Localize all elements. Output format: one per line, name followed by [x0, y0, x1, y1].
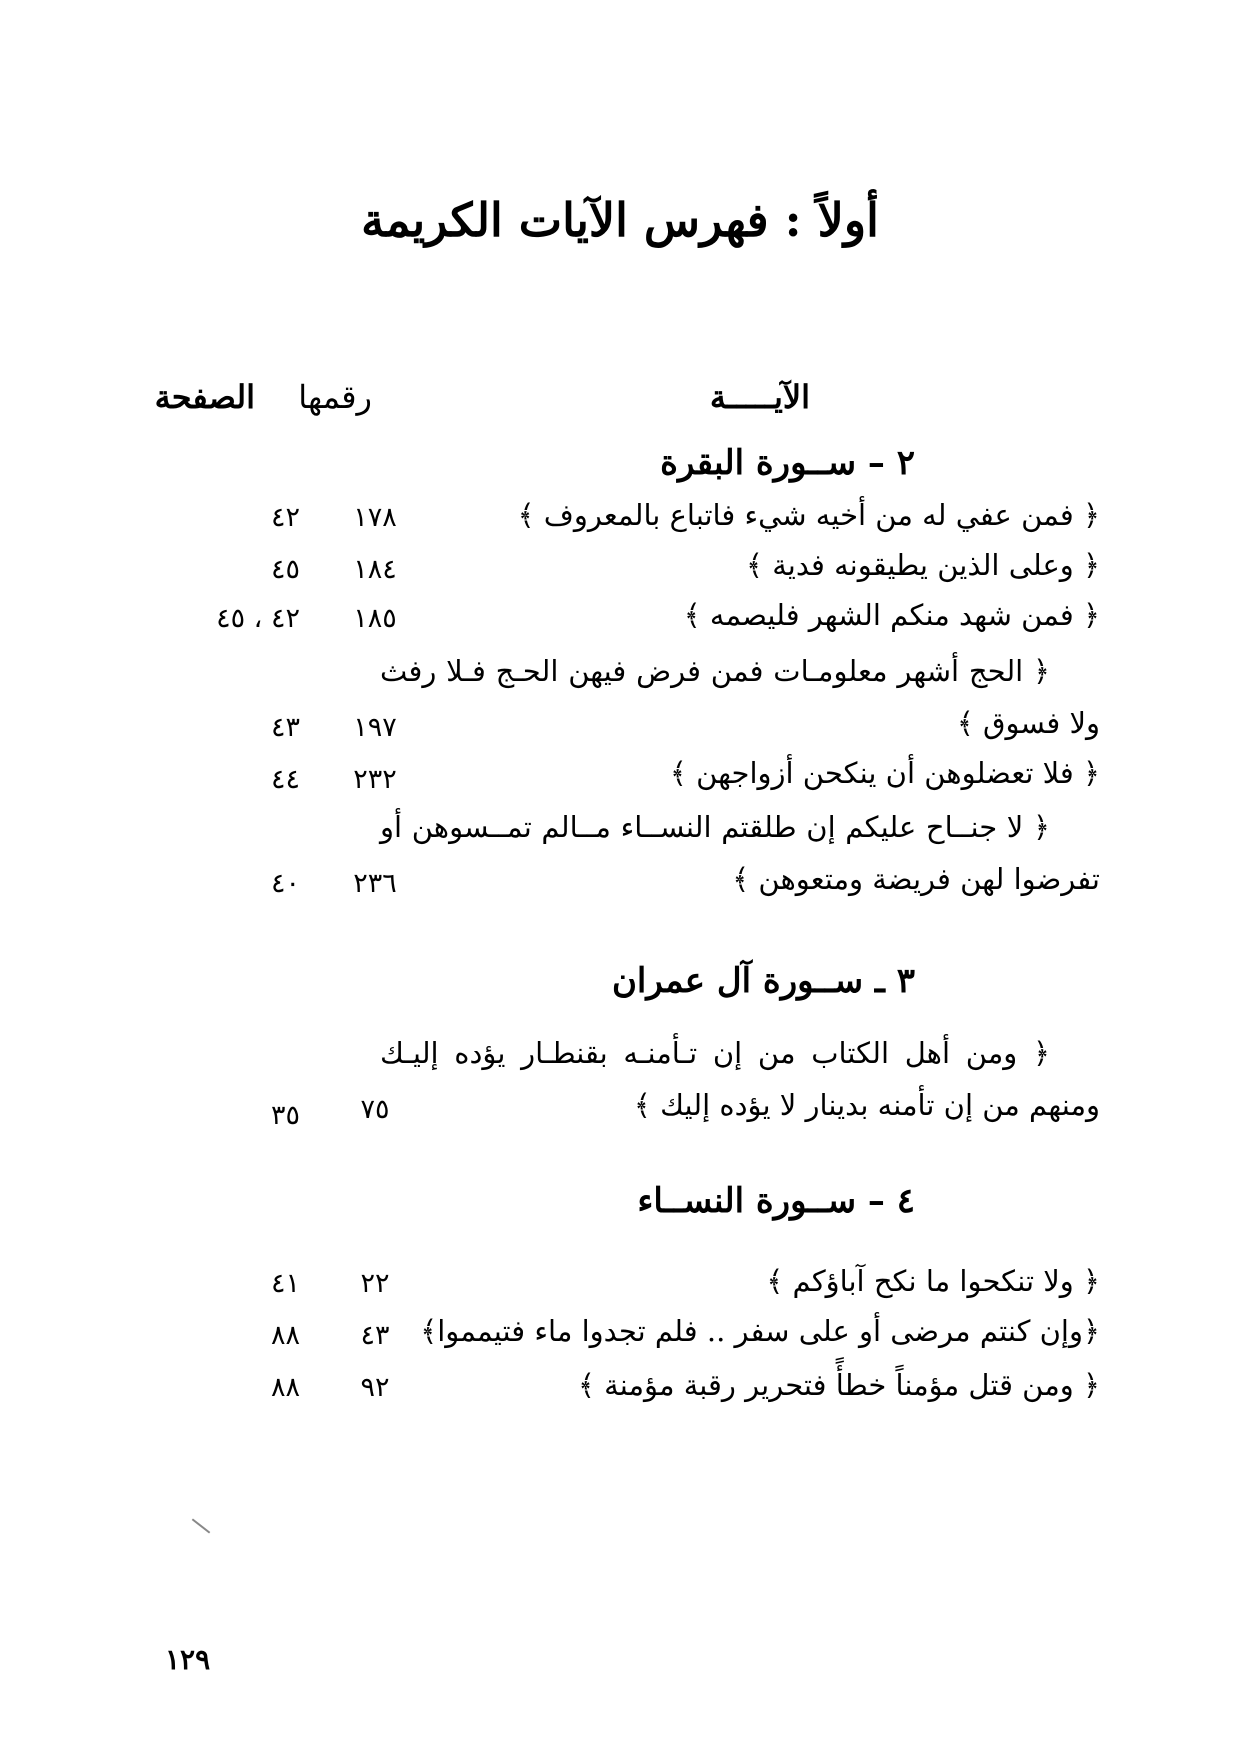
surah-title-nisa: ٤ – ســورة النســاء: [637, 1181, 915, 1221]
verse-page: ٤١: [270, 1268, 300, 1299]
verse-page: ٤٢ ، ٤٥: [216, 603, 300, 634]
verse-text: ولا فسوق ﴾: [956, 706, 1100, 740]
verse-number: ١٨٤: [353, 554, 397, 585]
verse-page: ٤٠: [270, 868, 300, 899]
verse-page: ٤٣: [270, 712, 300, 743]
column-header-verse: الآيـــــة: [709, 378, 810, 416]
verse-text: ﴿ ومن قتل مؤمناً خطأً فتحرير رقبة مؤمنة ﴾: [577, 1368, 1100, 1402]
verse-text: ﴿ فمن شهد منكم الشهر فليصمه ﴾: [683, 598, 1100, 632]
verse-number: ٢٣٢: [353, 764, 397, 795]
verse-page: ٨٨: [270, 1372, 300, 1403]
page-number: ١٢٩: [165, 1643, 211, 1676]
verse-text: ﴿ فمن عفي له من أخيه شيء فاتباع بالمعروف ﴾: [517, 498, 1100, 532]
verse-text: ومنهم من إن تأمنه بدينار لا يؤده إليك ﴾: [633, 1088, 1100, 1122]
verse-number: ٩٢: [360, 1372, 390, 1403]
verse-page: ٤٢: [270, 502, 300, 533]
verse-number: ٤٣: [360, 1320, 390, 1351]
verse-text: تفرضوا لهن فريضة ومتعوهن ﴾: [732, 862, 1100, 896]
verse-number: ٢٣٦: [353, 868, 397, 899]
verse-text: ﴿ ومن أهل الكتاب من إن تـأمنـه بقنطـار يؤده إليـك: [380, 1036, 1050, 1070]
verse-number: ٢٢: [360, 1268, 390, 1299]
verse-text: ﴿ لا جنــاح عليكم إن طلقتم النســاء مــالم تمــسوهن أو: [380, 810, 1050, 844]
verse-text: ﴿ الحج أشهر معلومـات فمن فرض فيهن الحـج فـلا رفث: [380, 654, 1050, 688]
verse-page: ٤٤: [270, 764, 300, 795]
verse-number: ٧٥: [360, 1094, 390, 1125]
verse-page: ٣٥: [270, 1100, 300, 1131]
verse-number: ١٨٥: [353, 603, 397, 634]
verse-page: ٤٥: [270, 554, 300, 585]
column-header-number: رقمها: [298, 378, 372, 416]
verse-text: ﴿وإن كنتم مرضى أو على سفر .. فلم تجدوا ماء فتيمموا﴾: [420, 1314, 1100, 1348]
verse-text: ﴿ وعلى الذين يطيقونه فدية ﴾: [745, 548, 1100, 582]
surah-title-baqarah: ٢ – ســورة البقرة: [660, 443, 915, 483]
verse-number: ١٧٨: [353, 502, 397, 533]
verse-text: ﴿ ولا تنكحوا ما نكح آباؤكم ﴾: [766, 1264, 1100, 1298]
verse-number: ١٩٧: [353, 712, 397, 743]
scan-artifact: [192, 1518, 211, 1533]
page-title: أولاً : فهرس الآيات الكريمة: [361, 193, 879, 247]
column-header-page: الصفحة: [154, 378, 255, 416]
verse-page: ٨٨: [270, 1320, 300, 1351]
surah-title-al-imran: ٣ ـ ســورة آل عمران: [611, 961, 915, 1001]
verse-text: ﴿ فلا تعضلوهن أن ينكحن أزواجهن ﴾: [669, 756, 1100, 790]
